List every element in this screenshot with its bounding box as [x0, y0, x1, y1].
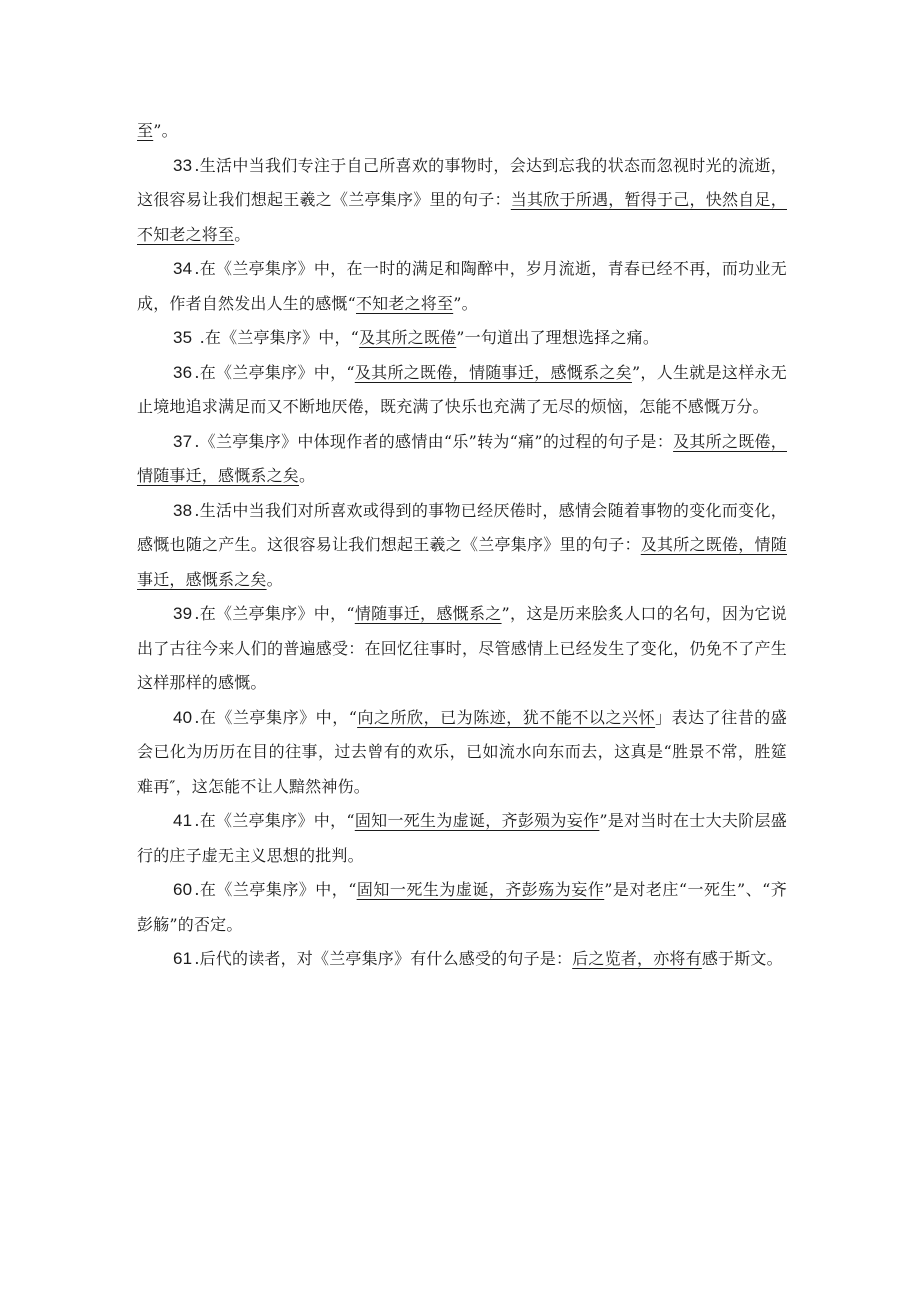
paragraph-text: .在《兰亭集序》中，“: [194, 880, 357, 899]
paragraph-text: .在《兰亭集序》中，“: [194, 707, 358, 727]
paragraph-text: ”一句道出了理想选择之痛。: [456, 328, 660, 347]
item-number: 36: [173, 362, 193, 382]
paragraph-text: 。: [266, 569, 283, 589]
underlined-answer: 固知一死生为虚诞，齐彭殇为妄作: [356, 880, 605, 899]
item-number: 40: [173, 707, 193, 727]
paragraph-text: ”。: [453, 293, 478, 313]
paragraph-34: [137, 252, 787, 321]
paragraph-60: [137, 873, 787, 942]
paragraph-text: .在《兰亭集序》中，“: [194, 604, 355, 623]
document-page: [137, 114, 787, 977]
item-number: 34: [173, 259, 193, 278]
paragraph-text: 。: [299, 466, 316, 485]
underlined-answer: 及其所之既倦，情随事迁，感慨系之矣: [137, 535, 787, 589]
paragraph-36: [137, 356, 787, 425]
item-number: 41: [173, 811, 193, 830]
underlined-answer: 后之览者，亦将有: [572, 949, 702, 968]
underlined-answer: 固知一死生为虚诞，齐彭殒为妄作: [354, 811, 600, 830]
item-number: 33: [173, 155, 193, 175]
underlined-answer: 及其所之既倦，情随事迁，感慨系之矣: [354, 362, 632, 382]
paragraph-0: [137, 114, 787, 149]
paragraph-text: 」表达了往昔的盛会已化为历历在目的往事，过去曾有的欢乐，已如流水向东而去，这真是“胜景不常，胜筵难再″，这怎能不让人黯然神伤。: [137, 707, 787, 796]
paragraph-text: ”。: [153, 121, 178, 140]
item-number: 38: [173, 500, 193, 520]
underlined-answer: 向之所欣，已为陈迹，犹不能不以之兴怀: [357, 707, 656, 727]
paragraph-61: [137, 942, 787, 977]
paragraph-text: .在《兰亭集序》中，“: [194, 362, 355, 382]
item-number: 61: [173, 949, 193, 968]
underlined-answer: 情随事迁，感慨系之: [354, 604, 502, 623]
paragraph-text: .生活中当我们专注于自己所喜欢的事物时，会达到忘我的状态而忽视时光的流逝，这很容易让我们想起王羲之《兰亭集序》里的句子：: [137, 155, 787, 209]
underlined-answer: 不知老之将至: [355, 293, 454, 313]
paragraph-37: [137, 425, 787, 494]
paragraph-text: ”是对当时在士大夫阶层盛行的庄子虚无主义思想的批判。: [137, 811, 787, 865]
paragraph-33: [137, 149, 787, 253]
paragraph-text: 感于斯文。: [701, 949, 783, 968]
paragraph-text: .在《兰亭集序》中，“: [194, 328, 360, 347]
item-number: 39: [173, 604, 193, 623]
paragraph-text: ”，这是历来脍炙人口的名句，因为它说出了古往今来人们的普遍感受：在回忆往事时，尽管感情上已经发生了变化，仍免不了产生这样那样的感慨。: [137, 604, 787, 692]
paragraph-text: .后代的读者，对《兰亭集序》有什么感受的句子是：: [194, 949, 573, 968]
paragraph-text: 。: [234, 224, 251, 244]
underlined-answer: 至: [137, 121, 154, 140]
paragraph-40: [137, 701, 787, 805]
item-number: 60: [173, 880, 193, 899]
paragraph-text: .生活中当我们对所喜欢或得到的事物已经厌倦时，感情会随着事物的变化而变化，感慨也随之产生。这很容易让我们想起王羲之《兰亭集序》里的句子：: [137, 500, 787, 554]
paragraph-35: [137, 321, 787, 356]
underlined-answer: 及其所之既倦: [359, 328, 457, 347]
underlined-answer: 当其欣于所遇，暂得于己，快然自足，不知老之将至: [137, 190, 787, 244]
paragraph-38: [137, 494, 787, 598]
paragraph-text: .在《兰亭集序》中，在一时的满足和陶醉中，岁月流逝，青春已经不再，而功业无成，作者自然发出人生的感慨“: [137, 259, 787, 313]
item-number: 35: [173, 328, 193, 347]
paragraph-41: [137, 804, 787, 873]
item-number: 37: [173, 431, 193, 451]
paragraph-text: ”，人生就是这样永无止境地追求满足而又不断地厌倦，既充满了快乐也充满了无尽的烦恼，怎能不感慨万分。: [137, 362, 787, 416]
paragraph-text: .在《兰亭集序》中，“: [194, 811, 355, 830]
paragraph-text: ”是对老庄“一死生”、“齐彭觞”的否定。: [137, 880, 787, 934]
paragraph-39: [137, 597, 787, 701]
underlined-answer: 及其所之既倦，情随事迁，感慨系之矣: [137, 431, 787, 485]
paragraph-text: .《兰亭集序》中体现作者的感情由“乐”转为“痛”的过程的句子是：: [194, 431, 674, 451]
